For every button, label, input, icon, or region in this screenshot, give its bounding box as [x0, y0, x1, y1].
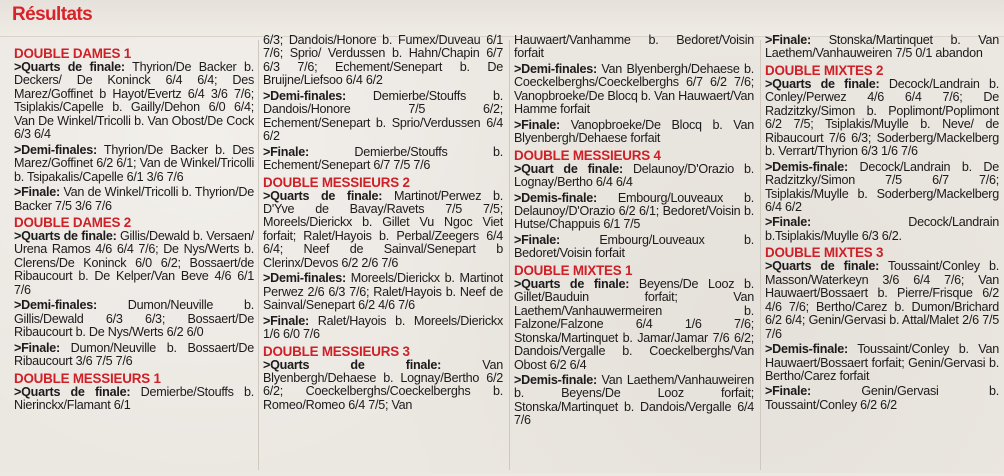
round-label: >Demi-finales: [14, 298, 97, 313]
round-label: >Demi-finales: [514, 61, 597, 76]
section-title: DOUBLE MESSIEURS 3 [263, 343, 410, 359]
section-title: DOUBLE MESSIEURS 2 [263, 174, 410, 190]
result-entry [765, 343, 999, 383]
match-results: Martinot/Perwez b. D'Yve de Bavay/Ravets 7/5 7/5; Moreels/Dierickx b. Gillet Vu Ngoc Viet forfait; Ralet/Hayois b. Perbal/Zeegers 6/4 6/4; Neef de Sainval/Senepart b Clerinx/Devos 6/2 2/6 7/6 [263, 188, 503, 270]
result-entry [14, 61, 254, 142]
match-results: Dumon/Neuville b. Bossaert/De Ribaucourt 3/6 7/5 7/6 [14, 340, 254, 369]
result-entry [14, 342, 254, 369]
match-results: Delaunoy/D'Orazio b. Lognay/Bertho 6/4 6/4 [514, 161, 754, 190]
result-entry [514, 119, 754, 146]
match-results: Thyrion/De Backer b. Deckers/ De Koninck 6/4 6/4; Des Marez/Goffinet b Hayot/Evertz 6/4 3/6 7/6; Tsiplakis/Capelle b. Gailly/Dehon 6/0 6/4; Van De Winkel/Tricolli b. Van Obost/De Cock 6/3 6/4 [14, 60, 254, 142]
results-column-2 [263, 34, 503, 464]
round-label: >Finale: [14, 185, 60, 200]
round-label: >Demis-finale: [514, 372, 597, 387]
round-label: >Quart de finale: [514, 161, 623, 176]
round-label: >Quarts de finale: [263, 357, 442, 372]
match-results: Decock/Landrain b. De Radzitzky/Simon 7/5 6/7 7/6; Tsiplakis/Muylle b. Soderberg/Mackelberg 6/4 6/2 [765, 159, 999, 214]
match-results: Stonska/Martinquet b. Van Laethem/Vanhauweiren 7/5 0/1 abandon [765, 34, 999, 61]
result-entry [263, 34, 503, 88]
round-label: >Quarts de finale: [765, 76, 880, 91]
result-entry [765, 385, 999, 412]
match-results: 6/3; Dandois/Honore b. Fumex/Duveau 6/1 7/6; Sprio/ Verdussen b. Hahn/Chapin 6/7 6/3 7/6; Echement/Senepart b. De Bruijne/Liefsoo 6/4 6/2 [263, 34, 503, 88]
result-entry [514, 34, 754, 61]
header-band [0, 0, 1004, 37]
section-title: DOUBLE DAMES 1 [14, 46, 131, 61]
round-label: >Finale: [263, 144, 309, 159]
match-results: Thyrion/De Backer b. Des Marez/Goffinet 6/2 6/1; Van de Winkel/Tricolli b. Tsipakalis/Capelle 6/1 3/6 7/6 [14, 142, 254, 184]
section-title: DOUBLE MIXTES 1 [514, 262, 633, 278]
result-entry [514, 234, 754, 261]
match-results: Decock/Landrain b.Tsiplakis/Muylle 6/3 6/2. [765, 215, 999, 243]
round-label: >Finale: [14, 340, 60, 355]
result-entry [263, 90, 503, 144]
column-divider [258, 40, 259, 470]
section-title: DOUBLE MESSIEURS 4 [514, 147, 661, 163]
match-results: Toussaint/Conley b. Van Hauwaert/Bossaert forfait; Genin/Gervasi b. Bertho/Carez forfait [765, 342, 999, 383]
round-label: >Quarts de finale: [514, 276, 630, 291]
result-entry [765, 78, 999, 159]
round-label: >Quarts de finale: [765, 259, 880, 274]
result-entry [514, 374, 754, 428]
result-entry [14, 186, 254, 213]
match-results: Van Blyenbergh/Dehaese b. Lognay/Bertho 6/2 6/2; Coeckelberghs/Coeckelberghs b. Romeo/Romeo 6/4 7/5; Van [263, 357, 503, 412]
result-entry [765, 161, 999, 215]
round-label: >Finale: [765, 384, 811, 399]
results-column-1 [14, 46, 254, 476]
match-results: Van Laethem/Vanhauweiren b. Beyens/De Looz forfait; Stonska/Martinquet b. Dandois/Vergalle 6/4 7/6 [514, 372, 754, 428]
round-label: >Finale: [514, 232, 560, 247]
result-entry [765, 260, 999, 341]
round-label: >Quarts de finale: [14, 60, 125, 74]
result-entry [263, 190, 503, 271]
round-label: >Quarts de finale: [14, 228, 117, 243]
match-results: Genin/Gervasi b. Toussaint/Conley 6/2 6/2 [765, 384, 999, 412]
match-results: Embourg/Louveaux b. Delaunoy/D'Orazio 6/2 6/1; Bedoret/Voisin b. Hutse/Chappuis 6/1 7/5 [514, 190, 754, 232]
result-entry [263, 359, 503, 413]
result-entry [14, 144, 254, 184]
results-column-4 [765, 34, 999, 464]
match-results: Dumon/Neuville b. Gillis/Dewald 6/3 6/3; Bossaert/De Ribaucourt b. De Nys/Werts 6/2 6/0 [14, 298, 254, 340]
round-label: >Finale: [765, 215, 811, 230]
match-results: Van Blyenbergh/Dehaese b. Coeckelberghs/Coeckelberghs 6/7 6/2 7/6; Vanopbroeke/De Blocq b. Van Hauwaert/Van Hamme forfait [514, 61, 754, 117]
match-results: Beyens/De Looz b. Gillet/Bauduin forfait; Van Laethem/Vanhauwermeiren b. Falzone/Falzone 6/4 1/6 7/6; Stonska/Martinquet b. Jamar/Jamar 7/6 6/2; Dandois/Vergalle b. Coeckelberghs/Van Obost 6/2 6/4 [514, 276, 754, 372]
round-label: >Quarts de finale: [14, 384, 131, 399]
round-label: >Demi-finales: [263, 271, 346, 286]
match-results: Hauwaert/Vanhamme b. Bedoret/Voisin forfait [514, 34, 754, 61]
round-label: >Quarts de finale: [263, 188, 383, 203]
results-column-3 [514, 34, 754, 464]
round-label: >Demi-finales: [14, 142, 97, 157]
section-title: DOUBLE DAMES 2 [14, 214, 131, 230]
result-entry [514, 63, 754, 117]
result-entry [263, 315, 503, 342]
match-results: Toussaint/Conley b. Masson/Waterkeyn 3/6 6/4 7/6; Van Hauwaert/Bossaert b. Pierre/Frisque 6/2 4/6 7/6; Bertho/Carez b. Dumon/Brichard 6/2 6/4; Genin/Gervasi b. Attal/Malet 2/6 7/5 7/6 [765, 259, 999, 341]
result-entry [14, 230, 254, 297]
match-results: Demierbe/Stouffs b. Dandois/Honore 7/5 6/2; Echement/Senepart b. Sprio/Verdussen 6/4 6/2 [263, 88, 503, 144]
match-results: Ralet/Hayois b. Moreels/Dierickx 1/6 6/0 7/6 [263, 313, 503, 342]
round-label: >Demis-finale: [765, 159, 848, 174]
result-entry [263, 272, 503, 312]
result-entry [514, 163, 754, 190]
result-entry [14, 299, 254, 339]
match-results: Van de Winkel/Tricolli b. Thyrion/De Backer 7/5 3/6 7/6 [14, 185, 254, 213]
match-results: Gillis/Dewald b. Versaen/ Urena Ramos 4/6 6/4 7/6; De Nys/Werts b. Clerens/De Koninck 6/0 6/2; Bossaert/de Ribaucourt b. De Kelper/Van Beve 4/6 6/1 7/6 [14, 228, 254, 297]
round-label: >Demi-finales: [263, 88, 346, 103]
section-title: DOUBLE MIXTES 3 [765, 245, 884, 261]
column-divider [509, 40, 510, 470]
match-results: Vanopbroeke/De Blocq b. Van Blyenbergh/Dehaese forfait [514, 117, 754, 146]
result-entry [514, 278, 754, 372]
column-divider [760, 40, 761, 470]
match-results: Moreels/Dierickx b. Martinot Perwez 2/6 6/3 7/6; Ralet/Hayois b. Neef de Sainval/Senepart 6/2 4/6 7/6 [263, 271, 503, 313]
round-label: >Finale: [765, 34, 811, 47]
result-entry [514, 192, 754, 232]
section-title: DOUBLE MIXTES 2 [765, 62, 884, 78]
page-title: Résultats [12, 4, 93, 25]
match-results: Demierbe/Stouffs b. Echement/Senepart 6/7 7/5 7/6 [263, 144, 503, 173]
result-entry [765, 216, 999, 243]
match-results: Embourg/Louveaux b. Bedoret/Voisin forfait [514, 232, 754, 261]
round-label: >Demis-finale: [514, 190, 597, 205]
result-entry [14, 386, 254, 413]
section-title: DOUBLE MESSIEURS 1 [14, 370, 161, 386]
match-results: Decock/Landrain b. Conley/Perwez 4/6 6/4 7/6; De Radzitzky/Simon b. Poplimont/Poplimont 6/2 7/5; Tsiplakis/Muylle b. Neve/ de Ribaucourt 7/6 6/3; Soderberg/Mackelberg b. Verrart/Thyrion 6/3 1/6 7/6 [765, 76, 999, 159]
result-entry [765, 34, 999, 61]
round-label: >Finale: [514, 117, 560, 132]
round-label: >Demis-finale: [765, 342, 848, 357]
result-entry [263, 146, 503, 173]
match-results: Demierbe/Stouffs b. Nierinckx/Flamant 6/1 [14, 384, 254, 412]
round-label: >Finale: [263, 313, 309, 328]
